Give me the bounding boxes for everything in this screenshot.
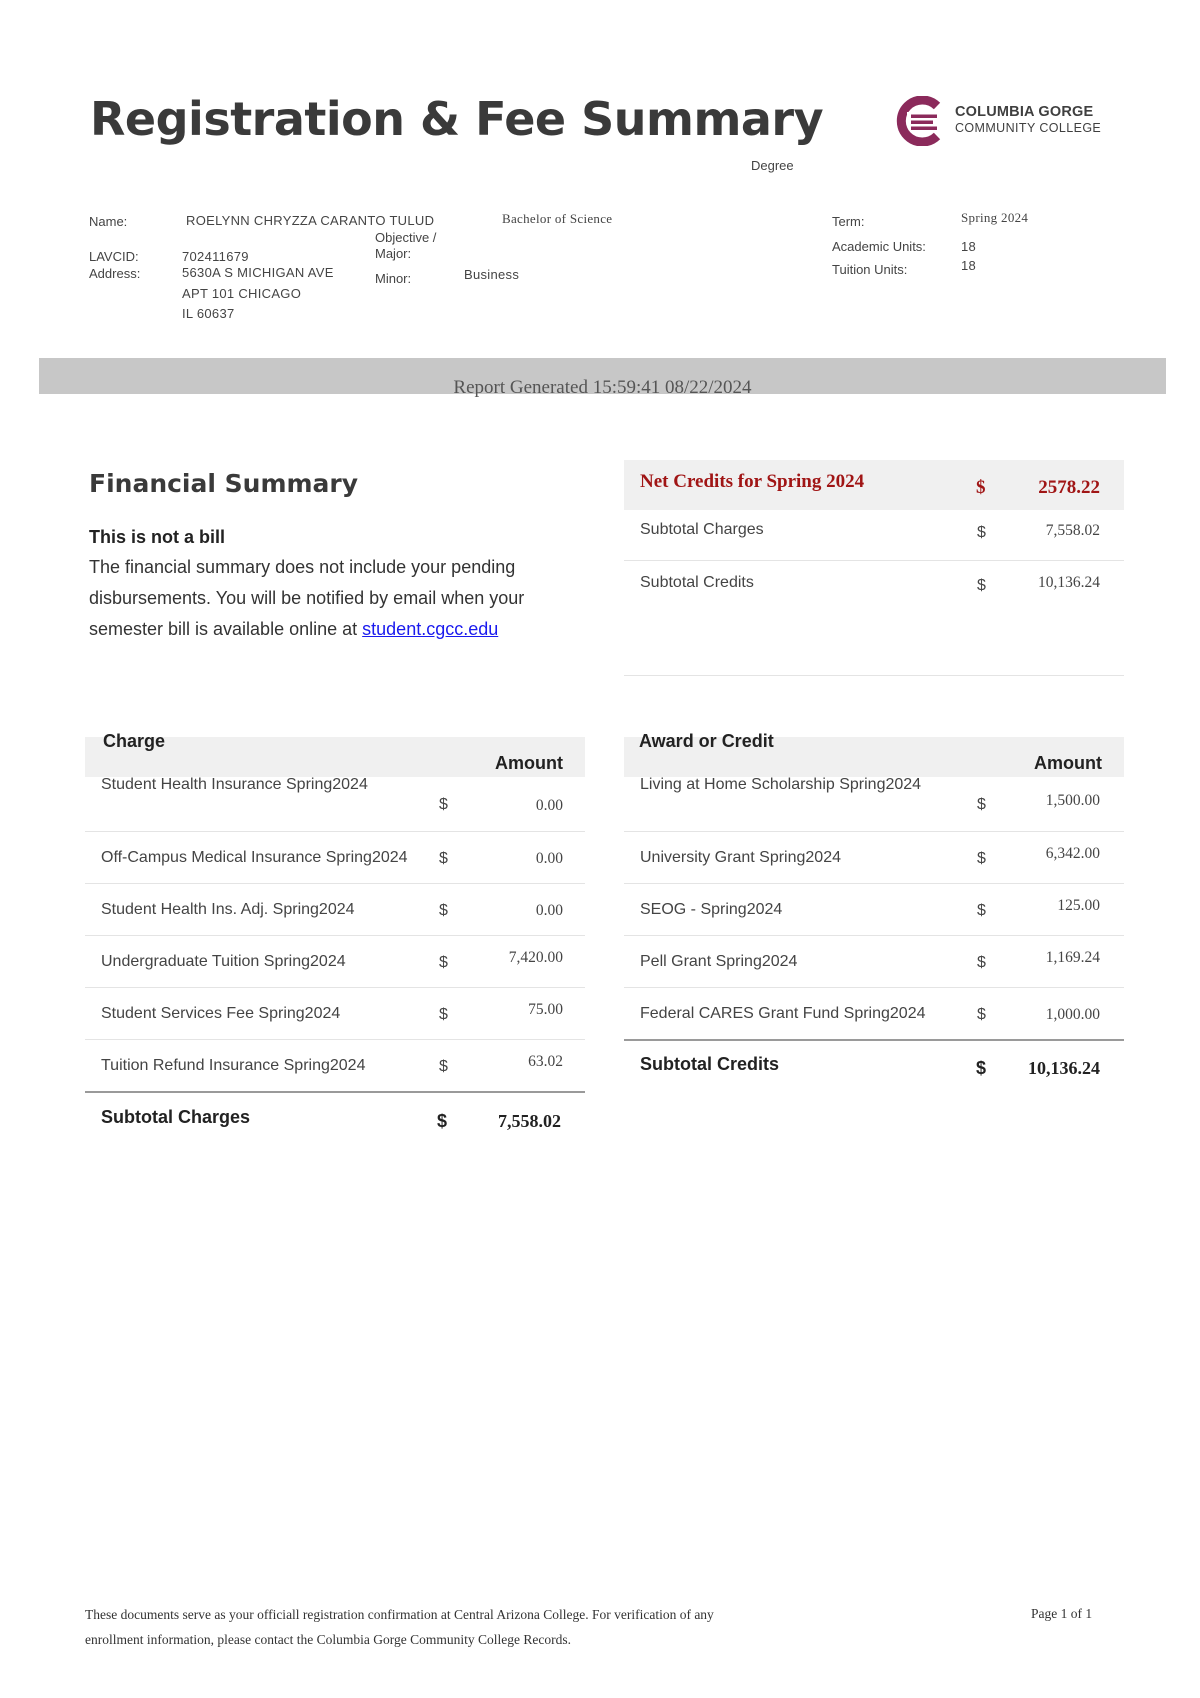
charge-label: Student Health Insurance Spring2024 [101,776,368,793]
credits-col-award: Award or Credit [639,731,774,751]
term-label: Term: [832,214,865,229]
credit-amount: 1,000.00 [1045,1006,1100,1023]
charge-label: Off-Campus Medical Insurance Spring2024 [101,849,408,866]
charge-label: Tuition Refund Insurance Spring2024 [101,1057,366,1074]
charge-dollar: $ [439,954,448,971]
address-line3: IL 60637 [182,306,235,321]
footer-line1: These documents serve as your officiall registration confirmation at Central Arizona College. For verification of any [85,1607,714,1622]
term-value: Spring 2024 [961,210,1029,225]
divider [85,883,585,884]
credit-amount: 1,500.00 [1045,792,1100,809]
student-id: 702411679 [182,249,249,264]
net-credits-dollar: $ [976,477,986,498]
divider [85,1039,585,1040]
charges-total-dollar: $ [437,1111,448,1131]
credit-label: Pell Grant Spring2024 [640,953,798,970]
credit-dollar: $ [977,902,986,919]
charge-amount: 0.00 [535,850,563,867]
credit-dollar: $ [977,954,986,971]
credits-total-amount: 10,136.24 [1028,1058,1100,1078]
divider [624,987,1124,988]
student-portal-link[interactable]: student.cgcc.edu [362,619,499,639]
credit-dollar: $ [977,796,986,813]
tuition-units-label: Tuition Units: [832,262,908,277]
charges-col-amount: Amount [495,753,563,773]
credits-total-label: Subtotal Credits [640,1054,780,1074]
net-credits-label: Net Credits for Spring 2024 [640,471,865,492]
objective-label: Objective / [375,230,437,245]
degree-value: Bachelor of Science [502,211,613,226]
address-line2: APT 101 CHICAGO [182,286,302,301]
credit-dollar: $ [977,1006,986,1023]
credit-label: SEOG - Spring2024 [640,901,783,918]
charge-dollar: $ [439,850,448,867]
divider [624,831,1124,832]
charge-amount: 75.00 [528,1001,563,1018]
summary-subtotal-charges-amount: 7,558.02 [1045,522,1100,539]
college-logo [893,96,1113,146]
divider [85,987,585,988]
credit-label: University Grant Spring2024 [640,849,841,866]
charge-amount: 0.00 [535,797,563,814]
footer-line2: enrollment information, please contact the Columbia Gorge Community College Records. [85,1632,572,1647]
charges-total-amount: 7,558.02 [498,1111,561,1131]
charge-label: Student Services Fee Spring2024 [101,1005,341,1022]
summary-subtotal-credits-amount: 10,136.24 [1038,574,1100,591]
charges-col-charge: Charge [103,731,166,751]
page-number: Page 1 of 1 [1031,1606,1093,1621]
student-name: ROELYNN CHRYZZA CARANTO TULUD [186,213,435,228]
tuition-units-value: 18 [961,258,977,273]
address-label: Address: [89,266,141,281]
degree-label: Degree [751,158,794,173]
minor-label: Minor: [375,271,412,286]
charge-amount: 63.02 [528,1053,563,1070]
charges-total-label: Subtotal Charges [101,1107,251,1127]
charge-dollar: $ [439,796,448,813]
credit-amount: 6,342.00 [1045,845,1100,862]
divider [624,935,1124,936]
credits-col-amount: Amount [1034,753,1102,773]
divider [85,935,585,936]
footer-note [85,1602,905,1652]
summary-subtotal-credits-dollar: $ [977,577,986,594]
charge-dollar: $ [439,1006,448,1023]
credit-dollar: $ [977,850,986,867]
academic-units-label: Academic Units: [832,239,926,254]
major-label: Major: [375,246,412,261]
report-banner [39,358,1166,398]
financial-summary-heading: Financial Summary [89,469,359,498]
report-generated: Report Generated 15:59:41 08/22/2024 [453,377,752,398]
charge-label: Student Health Ins. Adj. Spring2024 [101,901,355,918]
address-line1: 5630A S MICHIGAN AVE [182,265,334,280]
page-title: Registration & Fee Summary [90,92,824,146]
charge-amount: 0.00 [535,902,563,919]
credit-amount: 125.00 [1057,897,1100,914]
charge-dollar: $ [439,902,448,919]
credits-total-dollar: $ [976,1058,987,1078]
divider [624,675,1124,676]
summary-subtotal-charges-dollar: $ [977,524,986,541]
name-label: Name: [89,214,128,229]
charge-dollar: $ [439,1058,448,1075]
charge-amount: 7,420.00 [508,949,563,966]
divider [624,883,1124,884]
id-label: LAVCID: [89,249,139,264]
net-credits-amount: 2578.22 [1038,477,1100,498]
minor-value: Business [464,267,520,282]
credit-amount: 1,169.24 [1045,949,1100,966]
total-divider [624,1039,1124,1041]
summary-note [89,552,529,645]
summary-note-text: The financial summary does not include your pending disbursements. You will be notified by email when your semester bill is available online at [89,557,525,639]
college-logo-icon [893,96,947,146]
summary-subtotal-credits-label: Subtotal Credits [640,574,754,591]
college-name-line2: COMMUNITY COLLEGE [955,121,1102,135]
not-a-bill-text: This is not a bill [89,527,226,547]
credit-label: Federal CARES Grant Fund Spring2024 [640,1005,926,1022]
academic-units-value: 18 [961,239,977,254]
college-name-line1: COLUMBIA GORGE [955,104,1094,120]
credit-label: Living at Home Scholarship Spring2024 [640,776,922,793]
summary-subtotal-charges-label: Subtotal Charges [640,521,764,538]
total-divider [85,1091,585,1093]
charge-label: Undergraduate Tuition Spring2024 [101,953,346,970]
divider [624,560,1124,561]
divider [85,831,585,832]
